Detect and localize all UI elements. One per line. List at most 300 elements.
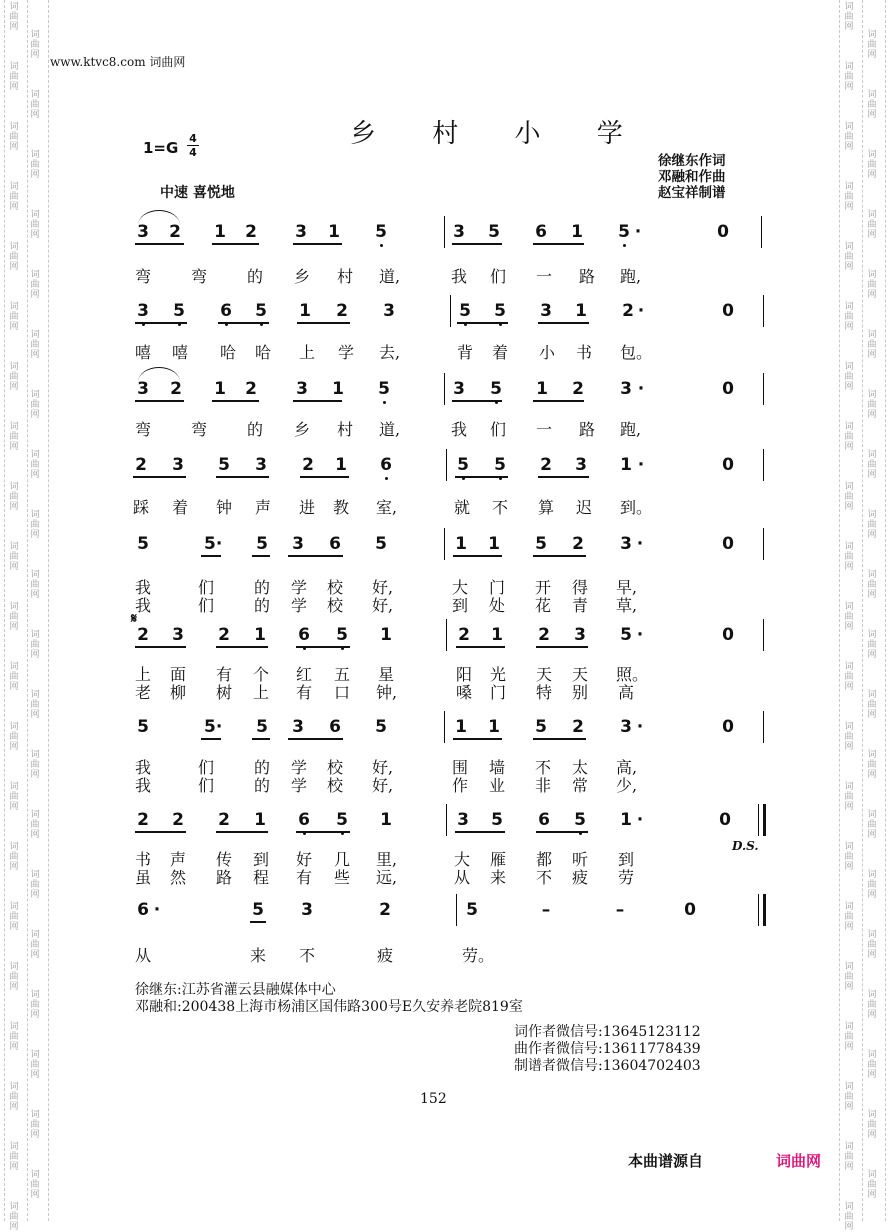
beam-underline (135, 322, 187, 324)
note: 5 (252, 900, 264, 920)
left-margin-watermark-inner (26, 0, 49, 1221)
note: 3 (296, 379, 308, 399)
watermark-text: 词 曲 网 (9, 902, 19, 932)
note: 6 (137, 900, 149, 920)
note: 2 (336, 301, 348, 321)
lyric-syllable: 弯 (190, 420, 207, 439)
beam-underline (252, 738, 270, 740)
watermark-text: 词 曲 网 (844, 122, 854, 152)
lyric-syllable: 好, (372, 758, 394, 777)
lyric-syllable: 从 (453, 868, 470, 887)
lyric-syllable: 疲 (376, 946, 393, 965)
lyric-syllable: 弯 (134, 420, 151, 439)
lyric-syllable: 乡 (293, 267, 310, 286)
note: 2 (538, 625, 550, 645)
note: 1 (620, 455, 632, 475)
lyric-syllable: 嘻 (171, 343, 188, 362)
lyric-syllable: 不 (298, 946, 315, 965)
watermark-text: 词 曲 网 (844, 542, 854, 572)
lyric-syllable: 高 (617, 683, 634, 702)
beam-underline (135, 646, 186, 648)
final-barline (763, 804, 766, 836)
note: 3 (620, 534, 632, 554)
note: 1 (328, 222, 340, 242)
watermark-text: 词 曲 网 (9, 962, 19, 992)
lyric-syllable: 校 (326, 578, 343, 597)
lyric-syllable: 着 (491, 343, 508, 362)
watermark-text: 词 曲 网 (30, 270, 40, 300)
note: 2 (572, 379, 584, 399)
watermark-text: 词 曲 网 (867, 570, 877, 600)
lyric-syllable: 程 (252, 868, 269, 887)
watermark-text: 词 曲 网 (844, 242, 854, 272)
beam-underline (216, 476, 269, 478)
lyric-syllable: 都 (535, 850, 552, 869)
watermark-text: 词 曲 网 (867, 990, 877, 1020)
lyric-syllable: 声 (169, 850, 186, 869)
note: 3 (540, 301, 552, 321)
lyric-syllable: 柳 (169, 683, 186, 702)
barline (763, 295, 764, 327)
note: 6 (378, 455, 394, 475)
lyric-syllable: 上 (252, 683, 269, 702)
watermark-text: 词 曲 网 (30, 450, 40, 480)
watermark-text: 词 曲 网 (844, 1082, 854, 1112)
watermark-text: 词 曲 网 (867, 1170, 877, 1200)
note: 1 (335, 455, 347, 475)
note: · (636, 625, 644, 645)
watermark-text: 词 曲 网 (844, 62, 854, 92)
lyric-syllable: 门 (489, 683, 506, 702)
lyric-syllable: 踩 (132, 498, 149, 517)
lyric-syllable: 特 (535, 683, 552, 702)
note: 5 (334, 625, 350, 645)
note: 5 (488, 222, 500, 242)
watermark-text: 词 曲 网 (9, 2, 19, 32)
watermark-text: 词 曲 网 (30, 690, 40, 720)
lyric-syllable: 到 (252, 850, 269, 869)
note: 5 (375, 717, 387, 737)
lyric-syllable: 路 (215, 868, 232, 887)
lyric-syllable: 围 (451, 758, 468, 777)
tempo-marking: 中速 喜悦地 (160, 185, 235, 201)
barline (450, 295, 451, 327)
wechat-contacts (514, 1024, 701, 1075)
watermark-text: 词 曲 网 (844, 182, 854, 212)
lyric-syllable: 处 (488, 596, 505, 615)
note: 5 (572, 810, 588, 830)
lyric-syllable: 学 (290, 758, 307, 777)
lyric-syllable: 嗓 (455, 683, 472, 702)
lyric-syllable: 村 (336, 420, 353, 439)
note: 5 (491, 810, 503, 830)
lyric-syllable: 有 (295, 683, 312, 702)
note: · (636, 717, 644, 737)
note: 1 (254, 810, 266, 830)
note: 2 (302, 455, 314, 475)
note: 5 (171, 301, 187, 321)
note: 0 (684, 900, 696, 920)
note: · (153, 900, 161, 920)
watermark-text: 词 曲 网 (9, 1082, 19, 1112)
lyric-syllable: 业 (488, 776, 505, 795)
note: 6 (329, 717, 341, 737)
lyric-syllable: 校 (326, 596, 343, 615)
note: 0 (722, 301, 734, 321)
lyric-syllable: 常 (571, 776, 588, 795)
lyric-syllable: 到 (617, 850, 634, 869)
lyric-syllable: 学 (290, 776, 307, 795)
lyric-syllable: 钟, (376, 683, 398, 702)
barline (444, 373, 445, 405)
note: 0 (722, 625, 734, 645)
note: 5 (137, 717, 149, 737)
lyric-syllable: 算 (537, 498, 554, 517)
lyric-syllable: 就 (453, 498, 470, 517)
beam-underline (288, 738, 343, 740)
note: 2 (218, 625, 230, 645)
watermark-text: 词 曲 网 (867, 1050, 877, 1080)
lyric-syllable: 乡 (293, 420, 310, 439)
lyric-syllable: 非 (534, 776, 551, 795)
note: 0 (722, 455, 734, 475)
lyric-syllable: 些 (333, 868, 350, 887)
watermark-text: 词 曲 网 (9, 782, 19, 812)
watermark-text: 词 曲 网 (9, 302, 19, 332)
lyric-syllable: 村 (336, 267, 353, 286)
lyric-syllable: 包。 (620, 343, 653, 362)
beam-underline (536, 646, 588, 648)
beam-underline (538, 322, 589, 324)
lyric-syllable: 校 (326, 776, 343, 795)
slur (138, 367, 180, 382)
watermark-text: 词 曲 网 (844, 1022, 854, 1052)
watermark-text: 词 曲 网 (9, 1022, 19, 1052)
note: – (541, 900, 551, 920)
lyric-syllable: 书 (134, 850, 151, 869)
note: 3 (295, 222, 307, 242)
watermark-text: 词 曲 网 (867, 810, 877, 840)
watermark-text: 词 曲 网 (9, 662, 19, 692)
watermark-text: 词 曲 网 (867, 510, 877, 540)
watermark-text: 词 曲 网 (9, 242, 19, 272)
note: 5 (535, 534, 547, 554)
watermark-text: 词 曲 网 (867, 210, 877, 240)
lyric-syllable: 得 (571, 578, 588, 597)
lyric-syllable: 学 (290, 578, 307, 597)
lyric-syllable: 一 (535, 267, 552, 286)
note: 1 (214, 379, 226, 399)
watermark-text: 词 曲 网 (844, 962, 854, 992)
lyric-syllable: 嘻 (134, 343, 151, 362)
lyric-syllable: 劳 (617, 868, 634, 887)
lyric-syllable: 听 (571, 850, 588, 869)
note: 5 (620, 625, 632, 645)
watermark-text: 词 曲 网 (9, 1202, 19, 1232)
lyric-syllable: 校 (326, 758, 343, 777)
note: 5 (455, 455, 471, 475)
lyric-syllable: 弯 (190, 267, 207, 286)
lyric-syllable: 红 (295, 665, 312, 684)
lyric-syllable: 天 (571, 665, 588, 684)
brand-link[interactable]: 词曲网 (776, 1152, 822, 1170)
note: 3 (575, 455, 587, 475)
note: 3 (137, 222, 149, 242)
barline (761, 216, 762, 248)
time-signature (186, 132, 200, 159)
lyric-syllable: 门 (488, 578, 505, 597)
barline (763, 711, 764, 743)
watermark-text: 词 曲 网 (30, 390, 40, 420)
note: 3 (292, 717, 304, 737)
note: 5 (375, 534, 387, 554)
lyricist-wechat: 词作者微信号:13645123112 (514, 1024, 701, 1040)
lyric-syllable: 墙 (488, 758, 505, 777)
note: 5 (256, 717, 268, 737)
key-signature: 1=G (143, 139, 179, 157)
lyric-syllable: 大 (453, 850, 470, 869)
beam-underline (536, 831, 588, 833)
lyric-syllable: 路 (578, 267, 595, 286)
note: 5 (376, 379, 392, 399)
watermark-text: 词 曲 网 (844, 362, 854, 392)
note: 1 (455, 534, 467, 554)
lyric-syllable: 太 (571, 758, 588, 777)
note: 0 (719, 810, 731, 830)
lyric-syllable: 室, (376, 498, 398, 517)
watermark-text: 词 曲 网 (867, 270, 877, 300)
note: 2 (218, 810, 230, 830)
lyric-syllable: 小 (538, 343, 555, 362)
beam-underline (538, 476, 589, 478)
lyric-syllable: 着 (171, 498, 188, 517)
watermark-text: 词 曲 网 (844, 302, 854, 332)
note: 5 (373, 222, 389, 242)
watermark-text: 词 曲 网 (867, 630, 877, 660)
note: 2 (572, 534, 584, 554)
lyric-syllable: 们 (197, 776, 214, 795)
beam-underline (453, 738, 502, 740)
watermark-text: 词 曲 网 (844, 782, 854, 812)
note: 1 (536, 379, 548, 399)
watermark-text: 词 曲 网 (30, 30, 40, 60)
lyricist-address: 徐继东:江苏省灌云县融媒体中心 (135, 982, 336, 998)
composer-address: 邓融和:200438上海市杨浦区国伟路300号E久安养老院819室 (135, 999, 523, 1015)
beam-underline (212, 243, 259, 245)
note: 2 (540, 455, 552, 475)
note: 2 (172, 810, 184, 830)
beam-underline (135, 400, 184, 402)
lyric-syllable: 有 (215, 665, 232, 684)
beam-underline (133, 476, 186, 478)
site-url[interactable]: www.ktvc8.com 词曲网 (50, 55, 186, 69)
note: 2 (572, 717, 584, 737)
lyric-syllable: 进 (298, 498, 315, 517)
lyric-syllable: 然 (169, 868, 186, 887)
watermark-text: 词 曲 网 (9, 1142, 19, 1172)
source-label: 本曲谱源自 (628, 1152, 704, 1170)
lyric-syllable: 我 (134, 758, 151, 777)
note: · (637, 455, 645, 475)
lyric-syllable: 我 (134, 596, 151, 615)
beam-underline (452, 243, 502, 245)
note: 5 (256, 534, 268, 554)
lyric-syllable: 疲 (571, 868, 588, 887)
note: 3 (172, 455, 184, 475)
beam-underline (288, 555, 343, 557)
note: 6 (296, 625, 312, 645)
lyric-syllable: 好, (372, 596, 394, 615)
lyric-syllable: 作 (451, 776, 468, 795)
barline (763, 528, 764, 560)
watermark-text: 词 曲 网 (30, 990, 40, 1020)
lyric-syllable: 的 (246, 267, 263, 286)
lyric-syllable: 道, (379, 420, 401, 439)
note: 3 (453, 379, 465, 399)
note: 2 (169, 222, 181, 242)
lyric-syllable: 哈 (219, 343, 236, 362)
lyric-syllable: 老 (134, 683, 151, 702)
lyric-syllable: 书 (575, 343, 592, 362)
note: 5· (204, 717, 223, 737)
lyric-syllable: 到。 (620, 498, 653, 517)
note: 6 (535, 222, 547, 242)
beam-underline (533, 555, 586, 557)
lyric-syllable: 阳 (455, 665, 472, 684)
lyric-syllable: 学 (290, 596, 307, 615)
beam-underline (533, 738, 586, 740)
watermark-text: 词 曲 网 (30, 150, 40, 180)
note: · (637, 379, 645, 399)
slur (138, 210, 180, 225)
note: 5 (218, 455, 230, 475)
beam-underline (252, 555, 270, 557)
watermark-text: 词 曲 网 (30, 570, 40, 600)
lyric-syllable: 我 (134, 776, 151, 795)
song-title: 乡 村 小 学 (350, 119, 647, 149)
note: 6 (538, 810, 550, 830)
note: 1 (491, 625, 503, 645)
note: 1 (254, 625, 266, 645)
watermark-text: 词 曲 网 (844, 2, 854, 32)
watermark-text: 词 曲 网 (30, 750, 40, 780)
beam-underline (300, 476, 349, 478)
segno-sign: 𝄋 (131, 611, 138, 627)
lyric-syllable: 我 (134, 578, 151, 597)
beam-underline (135, 831, 186, 833)
watermark-text: 词 曲 网 (30, 510, 40, 540)
note: 3 (453, 222, 465, 242)
lyric-syllable: 迟 (575, 498, 592, 517)
beam-underline (297, 322, 350, 324)
lyric-syllable: 到 (451, 596, 468, 615)
watermark-text: 词 曲 网 (844, 422, 854, 452)
note: 3 (137, 379, 149, 399)
lyricist-credit: 徐继东作词 (658, 153, 726, 169)
note: 5 (334, 810, 350, 830)
lyric-syllable: 光 (489, 665, 506, 684)
beam-underline (201, 738, 221, 740)
watermark-text: 词 曲 网 (9, 722, 19, 752)
note: 0 (722, 534, 734, 554)
lyric-syllable: 花 (534, 596, 551, 615)
watermark-text: 词 曲 网 (867, 750, 877, 780)
watermark-text: 词 曲 网 (844, 662, 854, 692)
note: 5 (488, 379, 504, 399)
arranger-wechat: 制谱者微信号:13604702403 (514, 1058, 701, 1074)
watermark-text: 词 曲 网 (30, 630, 40, 660)
note: 3 (620, 379, 632, 399)
lyric-syllable: 的 (253, 578, 270, 597)
lyric-syllable: 们 (197, 596, 214, 615)
beam-underline (201, 555, 221, 557)
beam-underline (533, 400, 584, 402)
composer-wechat: 曲作者微信号:13611778439 (514, 1041, 701, 1057)
watermark-text: 词 曲 网 (844, 1142, 854, 1172)
note: 3 (383, 301, 395, 321)
barline (763, 373, 764, 405)
beam-underline (212, 400, 259, 402)
meter-bottom: 4 (189, 146, 197, 159)
beam-underline (453, 555, 502, 557)
beam-underline (533, 243, 584, 245)
lyric-syllable: 教 (332, 498, 349, 517)
lyric-syllable: 青 (571, 596, 588, 615)
note: 3 (255, 455, 267, 475)
left-margin-watermark (4, 0, 28, 1232)
watermark-text: 词 曲 网 (867, 90, 877, 120)
lyric-syllable: 个 (252, 665, 269, 684)
lyric-syllable: 从 (134, 946, 151, 965)
note: 1 (620, 810, 632, 830)
beam-underline (216, 646, 268, 648)
lyric-syllable: 星 (377, 665, 394, 684)
watermark-text: 词 曲 网 (867, 450, 877, 480)
note: 5 (457, 301, 473, 321)
lyric-syllable: 去, (379, 343, 401, 362)
lyric-syllable: 少, (616, 776, 638, 795)
watermark-text: 词 曲 网 (9, 62, 19, 92)
barline (444, 711, 445, 743)
note: 5 (253, 301, 269, 321)
lyric-syllable: 面 (169, 665, 186, 684)
watermark-text: 词 曲 网 (867, 330, 877, 360)
watermark-text: 词 曲 网 (867, 30, 877, 60)
watermark-text: 词 曲 网 (867, 690, 877, 720)
watermark-text: 词 曲 网 (867, 1110, 877, 1140)
watermark-text: 词 曲 网 (844, 902, 854, 932)
lyric-syllable: 我 (450, 267, 467, 286)
beam-underline (455, 476, 508, 478)
note: · (636, 810, 644, 830)
watermark-text: 词 曲 网 (30, 930, 40, 960)
watermark-text: 词 曲 网 (30, 90, 40, 120)
beam-underline (296, 646, 350, 648)
beam-underline (456, 646, 505, 648)
lyric-syllable: 别 (571, 683, 588, 702)
watermark-text: 词 曲 网 (844, 1202, 854, 1232)
note: 5 (466, 900, 478, 920)
beam-underline (452, 400, 502, 402)
note: 1 (214, 222, 226, 242)
watermark-text: 词 曲 网 (867, 150, 877, 180)
note: 3 (292, 534, 304, 554)
lyric-syllable: 好 (295, 850, 312, 869)
barline (456, 894, 457, 926)
lyric-syllable: 开 (534, 578, 551, 597)
lyric-syllable: 们 (197, 578, 214, 597)
dal-segno-mark: D.S. (732, 839, 759, 853)
